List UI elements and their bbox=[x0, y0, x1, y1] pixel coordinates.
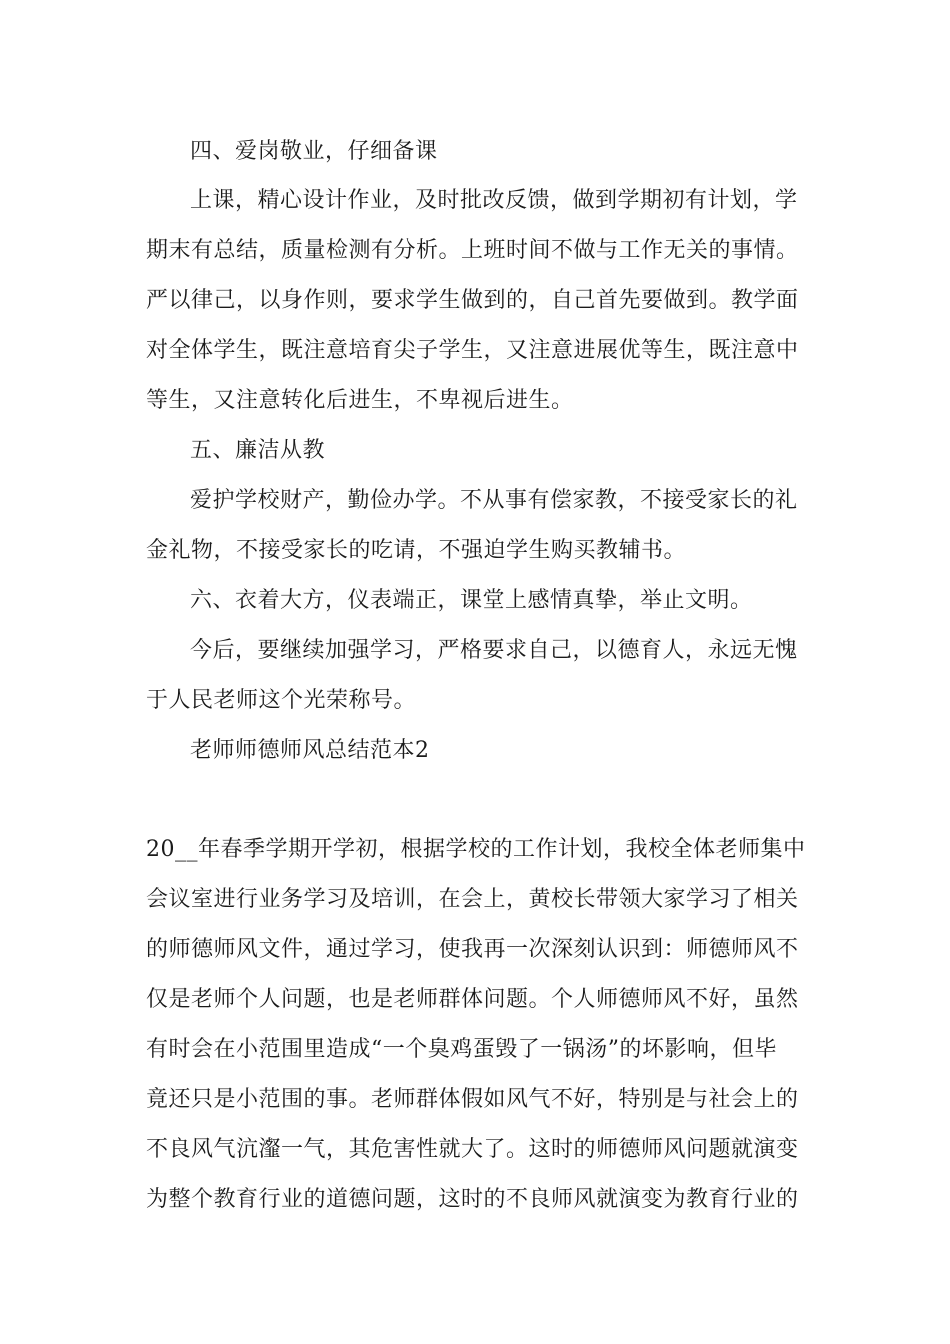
section-4-line: 上课，精心设计作业，及时批改反馈，做到学期初有计划，学 bbox=[190, 188, 798, 213]
sample-2-line: 的师德师风文件，通过学习，使我再一次深刻认识到：师德师风不 bbox=[146, 937, 799, 962]
section-5-line: 爱护学校财产，勤俭办学。不从事有偿家教，不接受家长的礼 bbox=[190, 488, 798, 513]
sample-2-line: 仅是老师个人问题，也是老师群体问题。个人师德师风不好，虽然 bbox=[146, 987, 799, 1012]
section-5-heading: 五、廉洁从教 bbox=[190, 438, 326, 463]
closing-line: 于人民老师这个光荣称号。 bbox=[146, 688, 417, 713]
section-4-line: 等生，又注意转化后进生，不卑视后进生。 bbox=[146, 388, 574, 413]
sample-2-line: 会议室进行业务学习及培训，在会上，黄校长带领大家学习了相关 bbox=[146, 887, 799, 912]
sample-2-line: 为整个教育行业的道德问题，这时的不良师风就演变为教育行业的 bbox=[146, 1187, 799, 1212]
sample-2-title: 老师师德师风总结范本2 bbox=[190, 738, 430, 763]
section-6-heading: 六、衣着大方，仪表端正，课堂上感情真挚，举止文明。 bbox=[190, 588, 753, 613]
section-4-line: 对全体学生，既注意培育尖子学生，又注意进展优等生，既注意中 bbox=[146, 338, 799, 363]
section-5-line: 金礼物，不接受家长的吃请，不强迫学生购买教辅书。 bbox=[146, 538, 687, 563]
sample-2-line: 20__年春季学期开学初，根据学校的工作计划，我校全体老师集中 bbox=[146, 837, 806, 862]
section-4-heading: 四、爱岗敬业，仔细备课 bbox=[190, 139, 438, 164]
sample-2-line: 不良风气沆瀣一气，其危害性就大了。这时的师德师风问题就演变 bbox=[146, 1137, 799, 1162]
section-4-line: 严以律己，以身作则，要求学生做到的，自己首先要做到。教学面 bbox=[146, 288, 799, 313]
sample-2-line: 有时会在小范围里造成“一个臭鸡蛋毁了一锅汤”的坏影响，但毕 bbox=[146, 1037, 777, 1062]
sample-2-line: 竟还只是小范围的事。老师群体假如风气不好，特别是与社会上的 bbox=[146, 1087, 799, 1112]
section-4-line: 期末有总结，质量检测有分析。上班时间不做与工作无关的事情。 bbox=[146, 238, 799, 263]
closing-line: 今后，要继续加强学习，严格要求自己，以德育人，永远无愧 bbox=[190, 638, 798, 663]
